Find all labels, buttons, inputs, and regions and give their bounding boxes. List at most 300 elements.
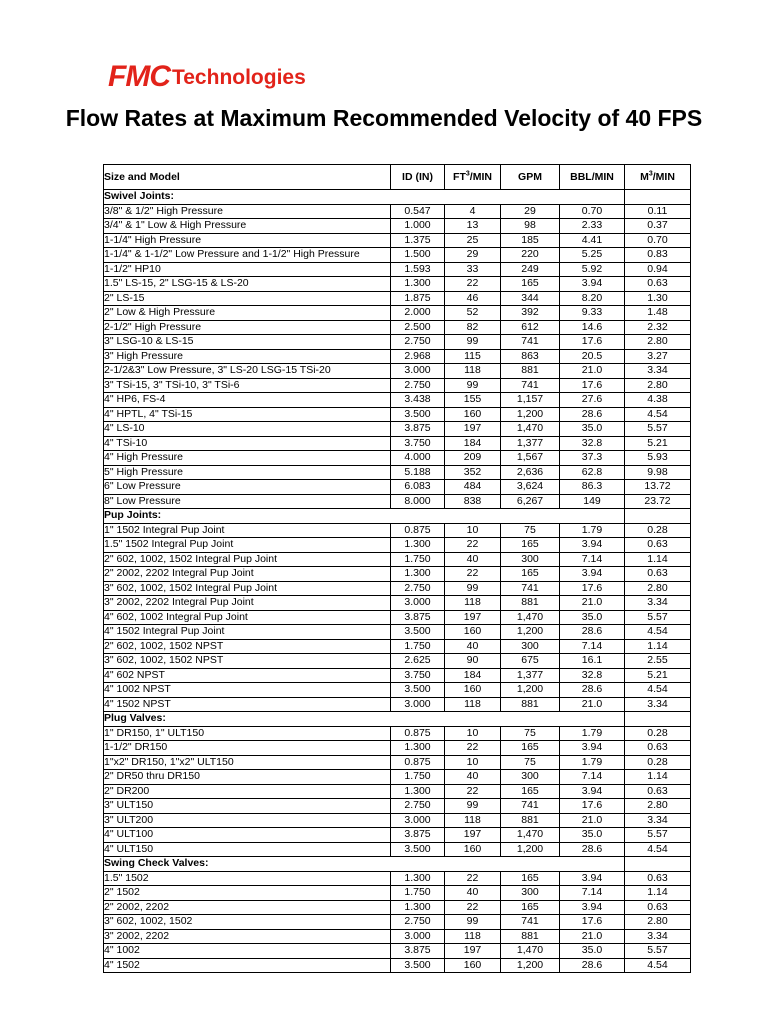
table-row [104, 915, 691, 930]
cell-size-model: 4" 1502 Integral Pup Joint [104, 625, 391, 640]
cell-size-model: 8" Low Pressure [104, 494, 391, 509]
cell-size-model: 3" ULT150 [104, 799, 391, 814]
table-row [104, 828, 691, 843]
table-row [104, 596, 691, 611]
cell-gpm: 1,567 [501, 451, 560, 466]
table-row [104, 320, 691, 335]
cell-gpm: 1,200 [501, 625, 560, 640]
cell-size-model: 2" 2002, 2202 [104, 900, 391, 915]
cell-gpm: 741 [501, 915, 560, 930]
cell-bbl-min: 3.94 [560, 567, 625, 582]
cell-bbl-min: 28.6 [560, 683, 625, 698]
cell-m3-min: 5.57 [625, 610, 691, 625]
cell-gpm: 220 [501, 248, 560, 263]
cell-gpm: 741 [501, 378, 560, 393]
table-row [104, 784, 691, 799]
table-row [104, 683, 691, 698]
cell-id: 1.750 [391, 552, 445, 567]
cell-ft3-min: 160 [445, 842, 501, 857]
cell-m3-min: 0.63 [625, 900, 691, 915]
cell-bbl-min: 20.5 [560, 349, 625, 364]
table-row [104, 871, 691, 886]
cell-gpm: 300 [501, 639, 560, 654]
cell-size-model: 4" LS-10 [104, 422, 391, 437]
cell-m3-min: 4.54 [625, 842, 691, 857]
cell-ft3-min: 115 [445, 349, 501, 364]
cell-id: 2.500 [391, 320, 445, 335]
cell-id: 1.750 [391, 886, 445, 901]
cell-bbl-min: 3.94 [560, 871, 625, 886]
cell-id: 5.188 [391, 465, 445, 480]
cell-m3-min: 9.98 [625, 465, 691, 480]
cell-gpm: 1,157 [501, 393, 560, 408]
cell-gpm: 881 [501, 697, 560, 712]
cell-bbl-min: 5.92 [560, 262, 625, 277]
cell-id: 3.438 [391, 393, 445, 408]
cell-ft3-min: 46 [445, 291, 501, 306]
table-row [104, 697, 691, 712]
table-row [104, 465, 691, 480]
cell-ft3-min: 4 [445, 204, 501, 219]
table-row [104, 349, 691, 364]
section-blank-cell [625, 509, 691, 524]
cell-m3-min: 0.63 [625, 277, 691, 292]
table-row [104, 944, 691, 959]
table-row [104, 799, 691, 814]
cell-id: 6.083 [391, 480, 445, 495]
table-row [104, 451, 691, 466]
cell-m3-min: 2.55 [625, 654, 691, 669]
cell-gpm: 1,200 [501, 683, 560, 698]
cell-gpm: 29 [501, 204, 560, 219]
section-header-row [104, 857, 691, 872]
section-header-row [104, 509, 691, 524]
cell-m3-min: 3.34 [625, 929, 691, 944]
cell-bbl-min: 1.79 [560, 755, 625, 770]
cell-size-model: 3" High Pressure [104, 349, 391, 364]
fmc-logo [108, 56, 306, 92]
cell-id: 2.750 [391, 915, 445, 930]
cell-size-model: 1" DR150, 1" ULT150 [104, 726, 391, 741]
cell-gpm: 741 [501, 335, 560, 350]
cell-id: 1.300 [391, 871, 445, 886]
cell-bbl-min: 32.8 [560, 436, 625, 451]
cell-ft3-min: 197 [445, 610, 501, 625]
cell-ft3-min: 52 [445, 306, 501, 321]
cell-ft3-min: 184 [445, 436, 501, 451]
table-row [104, 770, 691, 785]
cell-size-model: 2" DR200 [104, 784, 391, 799]
cell-m3-min: 3.34 [625, 697, 691, 712]
section-header-row [104, 190, 691, 205]
cell-id: 1.875 [391, 291, 445, 306]
cell-size-model: 1.5" 1502 [104, 871, 391, 886]
table-row [104, 480, 691, 495]
cell-m3-min: 0.63 [625, 538, 691, 553]
cell-ft3-min: 160 [445, 958, 501, 973]
cell-bbl-min: 7.14 [560, 886, 625, 901]
cell-gpm: 165 [501, 784, 560, 799]
table-row [104, 668, 691, 683]
cell-ft3-min: 10 [445, 726, 501, 741]
cell-size-model: 2" Low & High Pressure [104, 306, 391, 321]
table-row [104, 610, 691, 625]
cell-m3-min: 0.28 [625, 523, 691, 538]
cell-m3-min: 3.34 [625, 813, 691, 828]
cell-bbl-min: 35.0 [560, 610, 625, 625]
cell-ft3-min: 82 [445, 320, 501, 335]
cell-ft3-min: 40 [445, 886, 501, 901]
section-label: Swivel Joints: [104, 190, 625, 205]
cell-ft3-min: 40 [445, 770, 501, 785]
cell-id: 1.500 [391, 248, 445, 263]
cell-bbl-min: 21.0 [560, 596, 625, 611]
cell-size-model: 3" LSG-10 & LS-15 [104, 335, 391, 350]
cell-size-model: 3" 602, 1002, 1502 Integral Pup Joint [104, 581, 391, 596]
section-label: Swing Check Valves: [104, 857, 625, 872]
cell-bbl-min: 2.33 [560, 219, 625, 234]
cell-id: 3.875 [391, 828, 445, 843]
cell-size-model: 4" TSi-10 [104, 436, 391, 451]
cell-size-model: 3" ULT200 [104, 813, 391, 828]
cell-ft3-min: 484 [445, 480, 501, 495]
table-row [104, 204, 691, 219]
cell-m3-min: 5.57 [625, 944, 691, 959]
cell-bbl-min: 8.20 [560, 291, 625, 306]
cell-size-model: 3" 2002, 2202 [104, 929, 391, 944]
cell-bbl-min: 3.94 [560, 900, 625, 915]
cell-size-model: 3" 602, 1002, 1502 [104, 915, 391, 930]
cell-gpm: 1,470 [501, 610, 560, 625]
cell-size-model: 3/4" & 1" Low & High Pressure [104, 219, 391, 234]
cell-gpm: 75 [501, 523, 560, 538]
cell-bbl-min: 35.0 [560, 828, 625, 843]
cell-bbl-min: 17.6 [560, 378, 625, 393]
cell-m3-min: 4.54 [625, 683, 691, 698]
cell-size-model: 1"x2" DR150, 1"x2" ULT150 [104, 755, 391, 770]
cell-id: 1.300 [391, 900, 445, 915]
cell-id: 1.300 [391, 784, 445, 799]
cell-bbl-min: 21.0 [560, 697, 625, 712]
cell-gpm: 1,200 [501, 842, 560, 857]
cell-m3-min: 3.34 [625, 364, 691, 379]
cell-id: 3.000 [391, 697, 445, 712]
cell-size-model: 4" 602, 1002 Integral Pup Joint [104, 610, 391, 625]
cell-ft3-min: 22 [445, 871, 501, 886]
cell-m3-min: 4.54 [625, 407, 691, 422]
cell-gpm: 98 [501, 219, 560, 234]
table-row [104, 842, 691, 857]
cell-m3-min: 0.11 [625, 204, 691, 219]
cell-size-model: 4" HPTL, 4" TSi-15 [104, 407, 391, 422]
cell-ft3-min: 118 [445, 596, 501, 611]
cell-bbl-min: 21.0 [560, 813, 625, 828]
table-row [104, 726, 691, 741]
cell-id: 1.750 [391, 639, 445, 654]
cell-size-model: 4" High Pressure [104, 451, 391, 466]
cell-m3-min: 23.72 [625, 494, 691, 509]
cell-gpm: 612 [501, 320, 560, 335]
cell-size-model: 1-1/4" & 1-1/2" Low Pressure and 1-1/2" High Pressure [104, 248, 391, 263]
table-row [104, 552, 691, 567]
table-row [104, 567, 691, 582]
cell-gpm: 1,470 [501, 944, 560, 959]
cell-m3-min: 0.63 [625, 871, 691, 886]
cell-gpm: 881 [501, 929, 560, 944]
cell-id: 3.500 [391, 958, 445, 973]
cell-bbl-min: 21.0 [560, 929, 625, 944]
cell-id: 3.000 [391, 596, 445, 611]
table-row [104, 422, 691, 437]
cell-gpm: 300 [501, 886, 560, 901]
cell-bbl-min: 62.8 [560, 465, 625, 480]
table-row [104, 306, 691, 321]
table-row [104, 335, 691, 350]
cell-m3-min: 2.32 [625, 320, 691, 335]
cell-gpm: 863 [501, 349, 560, 364]
cell-ft3-min: 22 [445, 567, 501, 582]
cell-id: 1.375 [391, 233, 445, 248]
cell-size-model: 1.5" LS-15, 2" LSG-15 & LS-20 [104, 277, 391, 292]
cell-gpm: 300 [501, 770, 560, 785]
table-row [104, 654, 691, 669]
table-row [104, 277, 691, 292]
table-header-row [104, 165, 691, 190]
cell-id: 1.300 [391, 538, 445, 553]
cell-bbl-min: 37.3 [560, 451, 625, 466]
cell-bbl-min: 21.0 [560, 364, 625, 379]
cell-gpm: 1,377 [501, 436, 560, 451]
cell-ft3-min: 118 [445, 364, 501, 379]
cell-m3-min: 1.30 [625, 291, 691, 306]
cell-id: 3.000 [391, 813, 445, 828]
cell-id: 2.968 [391, 349, 445, 364]
table-row [104, 538, 691, 553]
cell-bbl-min: 17.6 [560, 915, 625, 930]
cell-bbl-min: 5.25 [560, 248, 625, 263]
cell-id: 0.875 [391, 726, 445, 741]
cell-id: 3.000 [391, 929, 445, 944]
cell-ft3-min: 13 [445, 219, 501, 234]
cell-size-model: 3" 602, 1002, 1502 NPST [104, 654, 391, 669]
cell-bbl-min: 35.0 [560, 944, 625, 959]
cell-size-model: 6" Low Pressure [104, 480, 391, 495]
cell-bbl-min: 86.3 [560, 480, 625, 495]
table-row [104, 755, 691, 770]
flow-rate-table [103, 164, 691, 973]
cell-size-model: 2" 602, 1002, 1502 Integral Pup Joint [104, 552, 391, 567]
cell-bbl-min: 28.6 [560, 958, 625, 973]
logo-wordmark: Technologies [171, 66, 306, 89]
cell-size-model: 4" 1502 NPST [104, 697, 391, 712]
cell-size-model: 3" 2002, 2202 Integral Pup Joint [104, 596, 391, 611]
cell-bbl-min: 0.70 [560, 204, 625, 219]
cell-m3-min: 0.83 [625, 248, 691, 263]
cell-size-model: 2" 602, 1002, 1502 NPST [104, 639, 391, 654]
cell-id: 3.875 [391, 944, 445, 959]
cell-m3-min: 2.80 [625, 915, 691, 930]
cell-gpm: 165 [501, 900, 560, 915]
header-bbl-min: BBL/MIN [560, 165, 625, 190]
cell-gpm: 1,470 [501, 828, 560, 843]
cell-gpm: 881 [501, 364, 560, 379]
cell-gpm: 75 [501, 726, 560, 741]
cell-id: 3.750 [391, 668, 445, 683]
cell-ft3-min: 25 [445, 233, 501, 248]
cell-gpm: 165 [501, 741, 560, 756]
cell-id: 3.875 [391, 610, 445, 625]
cell-id: 1.300 [391, 741, 445, 756]
cell-ft3-min: 197 [445, 944, 501, 959]
cell-id: 2.750 [391, 581, 445, 596]
cell-gpm: 75 [501, 755, 560, 770]
section-header-row [104, 712, 691, 727]
cell-id: 8.000 [391, 494, 445, 509]
cell-gpm: 1,200 [501, 958, 560, 973]
cell-ft3-min: 99 [445, 799, 501, 814]
cell-m3-min: 5.21 [625, 668, 691, 683]
table-row [104, 407, 691, 422]
cell-bbl-min: 17.6 [560, 335, 625, 350]
table-row [104, 625, 691, 640]
cell-m3-min: 2.80 [625, 581, 691, 596]
cell-ft3-min: 90 [445, 654, 501, 669]
cell-ft3-min: 118 [445, 929, 501, 944]
logo-mark: FMC [108, 60, 170, 93]
cell-bbl-min: 3.94 [560, 538, 625, 553]
cell-gpm: 344 [501, 291, 560, 306]
table-row [104, 219, 691, 234]
cell-id: 1.593 [391, 262, 445, 277]
table-row [104, 639, 691, 654]
table-row [104, 291, 691, 306]
cell-gpm: 741 [501, 581, 560, 596]
cell-bbl-min: 28.6 [560, 625, 625, 640]
cell-id: 3.500 [391, 683, 445, 698]
cell-ft3-min: 197 [445, 828, 501, 843]
table-row [104, 900, 691, 915]
cell-id: 1.300 [391, 567, 445, 582]
cell-ft3-min: 155 [445, 393, 501, 408]
table-row [104, 436, 691, 451]
cell-size-model: 4" 1502 [104, 958, 391, 973]
table-row [104, 929, 691, 944]
table-row [104, 378, 691, 393]
table-body [104, 190, 691, 973]
cell-m3-min: 3.27 [625, 349, 691, 364]
cell-gpm: 881 [501, 596, 560, 611]
cell-ft3-min: 10 [445, 755, 501, 770]
cell-id: 2.750 [391, 799, 445, 814]
cell-size-model: 1-1/2" DR150 [104, 741, 391, 756]
cell-m3-min: 0.94 [625, 262, 691, 277]
cell-size-model: 4" 602 NPST [104, 668, 391, 683]
cell-bbl-min: 3.94 [560, 784, 625, 799]
cell-id: 2.750 [391, 335, 445, 350]
cell-ft3-min: 22 [445, 538, 501, 553]
header-ft3-min: $FT^3$/MIN [445, 165, 501, 190]
cell-m3-min: 0.37 [625, 219, 691, 234]
section-label: Plug Valves: [104, 712, 625, 727]
header-size-model: Size and Model [104, 165, 391, 190]
cell-id: 1.300 [391, 277, 445, 292]
cell-bbl-min: 9.33 [560, 306, 625, 321]
cell-m3-min: 5.57 [625, 422, 691, 437]
cell-m3-min: 0.28 [625, 755, 691, 770]
cell-m3-min: 1.14 [625, 886, 691, 901]
cell-bbl-min: 28.6 [560, 842, 625, 857]
cell-size-model: 2" 1502 [104, 886, 391, 901]
cell-id: 3.000 [391, 364, 445, 379]
cell-size-model: 3" TSi-15, 3" TSi-10, 3" TSi-6 [104, 378, 391, 393]
cell-id: 2.000 [391, 306, 445, 321]
cell-m3-min: 4.54 [625, 625, 691, 640]
cell-id: 1.750 [391, 770, 445, 785]
cell-ft3-min: 118 [445, 813, 501, 828]
cell-size-model: 1-1/4" High Pressure [104, 233, 391, 248]
cell-gpm: 249 [501, 262, 560, 277]
cell-id: 3.500 [391, 842, 445, 857]
cell-id: 0.547 [391, 204, 445, 219]
cell-size-model: 2" DR50 thru DR150 [104, 770, 391, 785]
cell-size-model: 4" 1002 [104, 944, 391, 959]
cell-ft3-min: 10 [445, 523, 501, 538]
cell-gpm: 185 [501, 233, 560, 248]
table-row [104, 886, 691, 901]
cell-m3-min: 1.14 [625, 552, 691, 567]
cell-gpm: 165 [501, 567, 560, 582]
cell-ft3-min: 160 [445, 625, 501, 640]
cell-ft3-min: 99 [445, 581, 501, 596]
cell-gpm: 675 [501, 654, 560, 669]
table-row [104, 958, 691, 973]
cell-gpm: 1,377 [501, 668, 560, 683]
cell-bbl-min: 7.14 [560, 770, 625, 785]
cell-m3-min: 3.34 [625, 596, 691, 611]
cell-size-model: 4" HP6, FS-4 [104, 393, 391, 408]
cell-gpm: 165 [501, 871, 560, 886]
cell-bbl-min: 27.6 [560, 393, 625, 408]
table-row [104, 494, 691, 509]
cell-bbl-min: 3.94 [560, 277, 625, 292]
cell-bbl-min: 16.1 [560, 654, 625, 669]
cell-bbl-min: 149 [560, 494, 625, 509]
cell-bbl-min: 14.6 [560, 320, 625, 335]
cell-m3-min: 13.72 [625, 480, 691, 495]
cell-gpm: 6,267 [501, 494, 560, 509]
cell-gpm: 300 [501, 552, 560, 567]
page-title: Flow Rates at Maximum Recommended Velocity of 40 FPS [65, 105, 703, 131]
table-row [104, 364, 691, 379]
cell-size-model: 4" ULT100 [104, 828, 391, 843]
cell-bbl-min: 1.79 [560, 726, 625, 741]
cell-gpm: 741 [501, 799, 560, 814]
cell-ft3-min: 22 [445, 741, 501, 756]
table-row [104, 741, 691, 756]
cell-ft3-min: 22 [445, 784, 501, 799]
cell-id: 0.875 [391, 755, 445, 770]
table-row [104, 248, 691, 263]
cell-ft3-min: 99 [445, 915, 501, 930]
cell-bbl-min: 4.41 [560, 233, 625, 248]
cell-gpm: 165 [501, 277, 560, 292]
cell-id: 3.875 [391, 422, 445, 437]
section-blank-cell [625, 712, 691, 727]
table-row [104, 233, 691, 248]
cell-m3-min: 0.28 [625, 726, 691, 741]
cell-size-model: 1.5" 1502 Integral Pup Joint [104, 538, 391, 553]
cell-id: 2.625 [391, 654, 445, 669]
